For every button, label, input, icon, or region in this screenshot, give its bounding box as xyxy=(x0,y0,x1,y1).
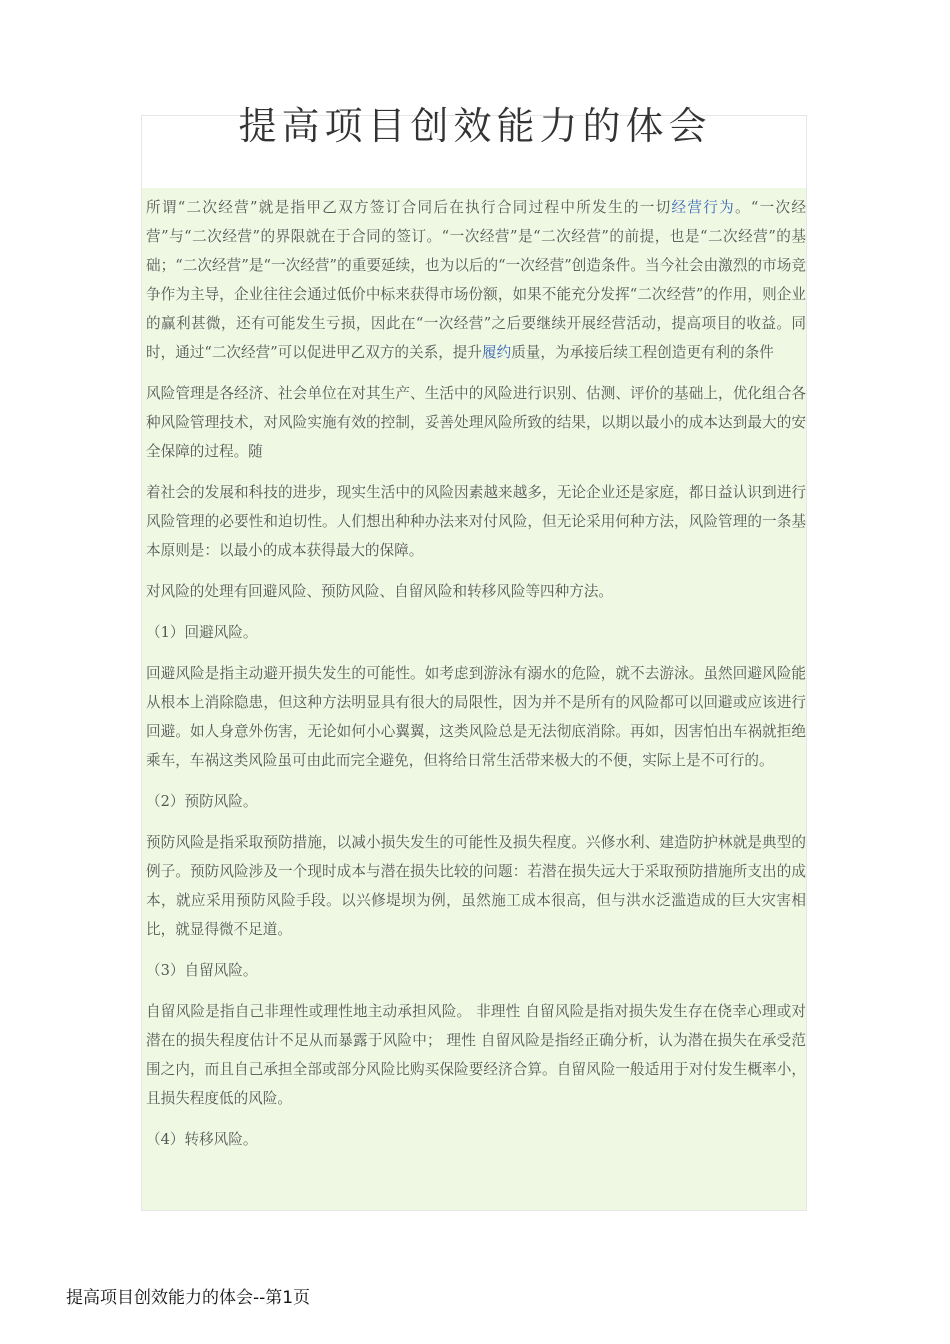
link-business-behavior[interactable]: 经营行为 xyxy=(671,199,736,216)
content-area xyxy=(142,188,806,1210)
paragraph-avoid-risk: 回避风险是指主动避开损失发生的可能性。如考虑到游泳有溺水的危险，就不去游泳。虽然回避风险能从根本上消除隐患，但这种方法明显具有很大的局限性，因为并不是所有的风险都可以回避或应该进行回避。如人身意外伤害，无论如何小心翼翼，这类风险总是无法彻底消除。再如，因害怕出车祸就拒绝乘车，车祸这类风险虽可由此而完全避免，但将给日常生活带来极大的不便，实际上是不可行的。 xyxy=(146,665,806,769)
document-title: 提高项目创效能力的体会 xyxy=(238,104,712,148)
paragraph-text: 所谓“二次经营”就是指甲乙双方签订合同后在执行合同过程中所发生的一切 xyxy=(146,199,672,216)
heading-transfer-risk: （4）转移风险。 xyxy=(146,1131,258,1148)
paragraph-secondary-operation xyxy=(146,193,806,367)
heading-retain-risk: （3）自留风险。 xyxy=(146,962,258,979)
paragraph-risk-necessity: 着社会的发展和科技的进步，现实生活中的风险因素越来越多，无论企业还是家庭，都日益认识到进行风险管理的必要性和迫切性。人们想出种种办法来对付风险，但无论采用何种方法，风险管理的一条基本原则是：以最小的成本获得最大的保障。 xyxy=(146,484,806,559)
paragraph-text: 质量，为承接后续工程创造更有利的条件 xyxy=(511,344,774,361)
heading-prevent-risk: （2）预防风险。 xyxy=(146,793,258,810)
paragraph-text: 。“一次经营”与“二次经营”的界限就在于合同的签订。“一次经营”是“二次经营”的前提，也是“二次经营”的基础；“二次经营”是“一次经营”的重要延续，也为以后的“一次经营”创造条件。当今社会由激烈的市场竞争作为主导，企业往往会通过低价中标来获得市场份额，如果不能充分发挥“二次经营”的作用，则企业的赢利甚微，还有可能发生亏损，因此在“一次经营”之后要继续开展经营活动，提高项目的收益。同时，通过“二次经营”可以促进甲乙双方的关系，提升 xyxy=(146,199,806,361)
paragraph-prevent-risk: 预防风险是指采取预防措施，以减小损失发生的可能性及损失程度。兴修水利、建造防护林就是典型的例子。预防风险涉及一个现时成本与潜在损失比较的问题：若潜在损失远大于采取预防措施所支出的成本，就应采用预防风险手段。以兴修堤坝为例，虽然施工成本很高，但与洪水泛滥造成的巨大灾害相比，就显得微不足道。 xyxy=(146,834,806,938)
link-performance[interactable]: 履约 xyxy=(482,344,512,361)
paragraph-risk-methods: 对风险的处理有回避风险、预防风险、自留风险和转移风险等四种方法。 xyxy=(146,583,614,600)
page-footer: 提高项目创效能力的体会--第1页 xyxy=(66,1288,311,1308)
paragraph-risk-management: 风险管理是各经济、社会单位在对其生产、生活中的风险进行识别、估测、评价的基础上，优化组合各种风险管理技术，对风险实施有效的控制，妥善处理风险所致的结果，以期以最小的成本达到最大的安全保障的过程。随 xyxy=(146,385,806,460)
paragraph-retain-risk: 自留风险是指自己非理性或理性地主动承担风险。 非理性 自留风险是指对损失发生存在侥幸心理或对潜在的损失程度估计不足从而暴露于风险中； 理性 自留风险是指经正确分析，认为潜在损失在承受范围之内，而且自己承担全部或部分风险比购买保险要经济合算。自留风险一般适用于对付发生概率小，且损失程度低的风险。 xyxy=(146,1003,806,1107)
heading-avoid-risk: （1）回避风险。 xyxy=(146,624,258,641)
